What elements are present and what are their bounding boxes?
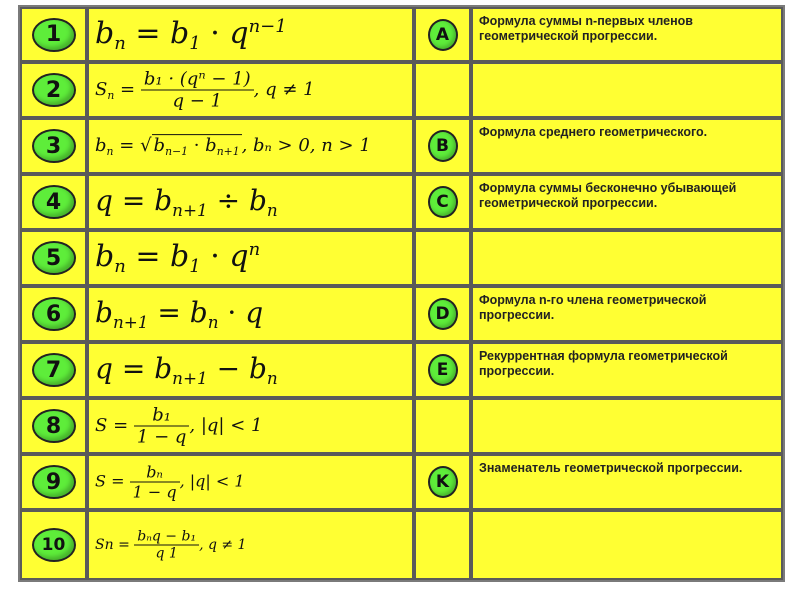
formula-part: b: [95, 296, 113, 330]
description-cell: [471, 286, 783, 342]
formula-cell: [87, 7, 414, 62]
description-text: Формула суммы бесконечно убывающей геометрической прогрессии.: [479, 181, 737, 210]
formula-part: q: [95, 352, 113, 386]
formula-cell: [87, 342, 414, 398]
letter-cell: [414, 62, 471, 118]
formula-part: =: [121, 352, 146, 386]
table-row: [20, 118, 783, 174]
description-text: Знаменатель геометрической прогрессии.: [479, 461, 743, 475]
fraction-denominator: q 1: [155, 545, 178, 562]
number-cell: [20, 118, 87, 174]
formula-10: [95, 529, 246, 562]
formula-6: [95, 296, 263, 332]
formula-cell: [87, 62, 414, 118]
formula-cell: [87, 398, 414, 454]
description-text: Рекуррентная формула геометрической прогрессии.: [479, 349, 728, 378]
formula-part: q: [229, 15, 249, 51]
formula-part: b: [154, 184, 173, 218]
formula-part: b: [95, 135, 107, 157]
formula-4: [95, 184, 278, 220]
formula-5: [95, 239, 260, 277]
fraction-denominator: 1 − q: [136, 426, 187, 448]
number-cell: [20, 230, 87, 286]
formula-part: ·: [210, 238, 220, 274]
formula-fraction: [130, 463, 180, 502]
table-row: [20, 174, 783, 230]
fraction-numerator: bₙq − b₁: [134, 529, 199, 546]
formula-subscript: n: [266, 199, 278, 220]
formula-exponent: n−1: [248, 15, 287, 37]
formula-subscript: n−1: [165, 144, 188, 158]
letter-cell: [414, 118, 471, 174]
formula-part: b: [95, 15, 115, 51]
formula-part: , |q| < 1: [189, 415, 263, 436]
formula-subscript: n+1: [216, 144, 240, 158]
description-text: Формула n-го члена геометрической прогрессии.: [479, 293, 707, 322]
letter-cell: [414, 230, 471, 286]
number-badge[interactable]: 3: [32, 129, 76, 163]
formula-part: b: [154, 352, 173, 386]
formula-8: [95, 405, 262, 448]
formula-part: b: [189, 296, 208, 330]
formula-cell: [87, 286, 414, 342]
square-root: [152, 134, 242, 158]
number-cell: [20, 286, 87, 342]
number-badge[interactable]: 6: [32, 297, 76, 331]
formula-9: [95, 463, 245, 502]
number-cell: [20, 398, 87, 454]
formula-cell: [87, 510, 414, 580]
formula-subscript: 1: [189, 32, 201, 54]
table-row: [20, 62, 783, 118]
formula-part: , |q| < 1: [179, 471, 245, 491]
formula-part: b: [153, 135, 166, 157]
letter-cell: [414, 174, 471, 230]
formula-part: Sn: [95, 537, 114, 553]
description-cell: [471, 342, 783, 398]
formula-3: $b_n$ = √ $b_{n-1} \cdot b_{n+1}$ , bₙ > 0, n > 1: [95, 135, 371, 158]
formula-part: =: [120, 79, 136, 100]
formula-part: ·: [210, 15, 220, 51]
formula-part: q: [229, 238, 249, 274]
description-text: Формула среднего геометрического.: [479, 125, 708, 139]
formula-part: , bₙ > 0, n > 1: [241, 135, 371, 157]
table-row: [20, 454, 783, 510]
formula-cell: [87, 174, 414, 230]
description-text: Формула суммы n-первых членов геометрической прогрессии.: [479, 14, 693, 43]
formula-subscript: n: [107, 88, 115, 102]
number-cell: [20, 342, 87, 398]
fraction-numerator: b₁: [134, 405, 190, 427]
formula-part: b: [170, 238, 190, 274]
formula-part: =: [135, 238, 161, 274]
formula-subscript: n: [266, 367, 278, 388]
letter-badge[interactable]: A: [428, 19, 458, 51]
formula-part: =: [121, 184, 146, 218]
formula-7: [95, 352, 278, 388]
formula-part: =: [111, 471, 125, 491]
formula-fraction: [134, 529, 199, 562]
formula-part: b: [205, 135, 217, 157]
table-row: [20, 398, 783, 454]
formula-part: ÷: [216, 184, 241, 218]
formula-part: ·: [227, 296, 237, 330]
number-cell: [20, 454, 87, 510]
fraction-denominator: 1 − q: [132, 482, 177, 502]
formula-part: , q ≠ 1: [253, 79, 315, 100]
description-cell: [471, 398, 783, 454]
formula-part: =: [118, 537, 130, 553]
formula-matching-table: [18, 5, 785, 582]
fraction-numerator: bₙ: [130, 463, 180, 483]
letter-cell: [414, 398, 471, 454]
description-cell: [471, 174, 783, 230]
letter-cell: [414, 510, 471, 580]
formula-part: b: [170, 15, 190, 51]
formula-part: =: [119, 135, 135, 157]
formula-subscript: 1: [189, 256, 201, 278]
table-row: [20, 230, 783, 286]
formula-subscript: n: [114, 32, 126, 54]
formula-subscript: n+1: [112, 311, 149, 332]
letter-badge[interactable]: C: [428, 186, 458, 218]
formula-part: S: [95, 79, 108, 100]
table-row: [20, 7, 783, 62]
formula-cell: [87, 454, 414, 510]
formula-part: S: [95, 471, 106, 491]
letter-cell: [414, 342, 471, 398]
fraction-numerator: b₁ · (qⁿ − 1): [141, 69, 254, 91]
number-badge[interactable]: 8: [32, 409, 76, 443]
formula-part: −: [216, 352, 241, 386]
formula-subscript: n: [114, 256, 126, 278]
number-badge[interactable]: 7: [32, 353, 76, 387]
letter-badge[interactable]: K: [428, 466, 458, 498]
formula-part: =: [157, 296, 181, 330]
formula-subscript: n+1: [172, 199, 208, 220]
formula-part: , q ≠ 1: [199, 537, 247, 553]
formula-subscript: n: [106, 144, 114, 158]
number-badge[interactable]: 10: [32, 528, 76, 562]
table-row: [20, 286, 783, 342]
letter-badge[interactable]: D: [428, 298, 458, 330]
description-cell: [471, 230, 783, 286]
number-badge[interactable]: 2: [32, 73, 76, 107]
number-badge[interactable]: 5: [32, 241, 76, 275]
number-badge[interactable]: 9: [32, 465, 76, 499]
formula-part: =: [113, 415, 129, 436]
formula-part: b: [248, 352, 267, 386]
description-cell: [471, 118, 783, 174]
formula-part: S: [95, 415, 108, 436]
formula-part: q: [95, 184, 113, 218]
formula-cell: [87, 230, 414, 286]
formula-part: q: [245, 296, 264, 330]
formula-fraction: [141, 69, 254, 112]
formula-2: [95, 69, 315, 112]
number-badge[interactable]: 4: [32, 185, 76, 219]
formula-subscript: n: [207, 311, 219, 332]
description-cell: [471, 7, 783, 62]
formula-part: ·: [193, 135, 200, 157]
formula-subscript: n+1: [172, 367, 208, 388]
fraction-denominator: q − 1: [172, 90, 222, 112]
table-row: [20, 342, 783, 398]
formula-exponent: n: [248, 239, 261, 261]
description-cell: [471, 510, 783, 580]
formula-fraction: [134, 405, 190, 448]
formula-1: [95, 15, 287, 53]
letter-badge[interactable]: E: [428, 354, 458, 386]
letter-badge[interactable]: B: [428, 130, 458, 162]
number-cell: [20, 62, 87, 118]
letter-cell: [414, 286, 471, 342]
letter-cell: [414, 454, 471, 510]
description-cell: [471, 62, 783, 118]
formula-part: =: [135, 15, 161, 51]
number-cell: [20, 7, 87, 62]
formula-part: b: [248, 184, 267, 218]
table-row: [20, 510, 783, 580]
formula-part: b: [95, 238, 115, 274]
letter-cell: [414, 7, 471, 62]
formula-cell: [87, 118, 414, 174]
number-cell: [20, 510, 87, 580]
description-cell: [471, 454, 783, 510]
number-badge[interactable]: 1: [32, 18, 76, 52]
number-cell: [20, 174, 87, 230]
